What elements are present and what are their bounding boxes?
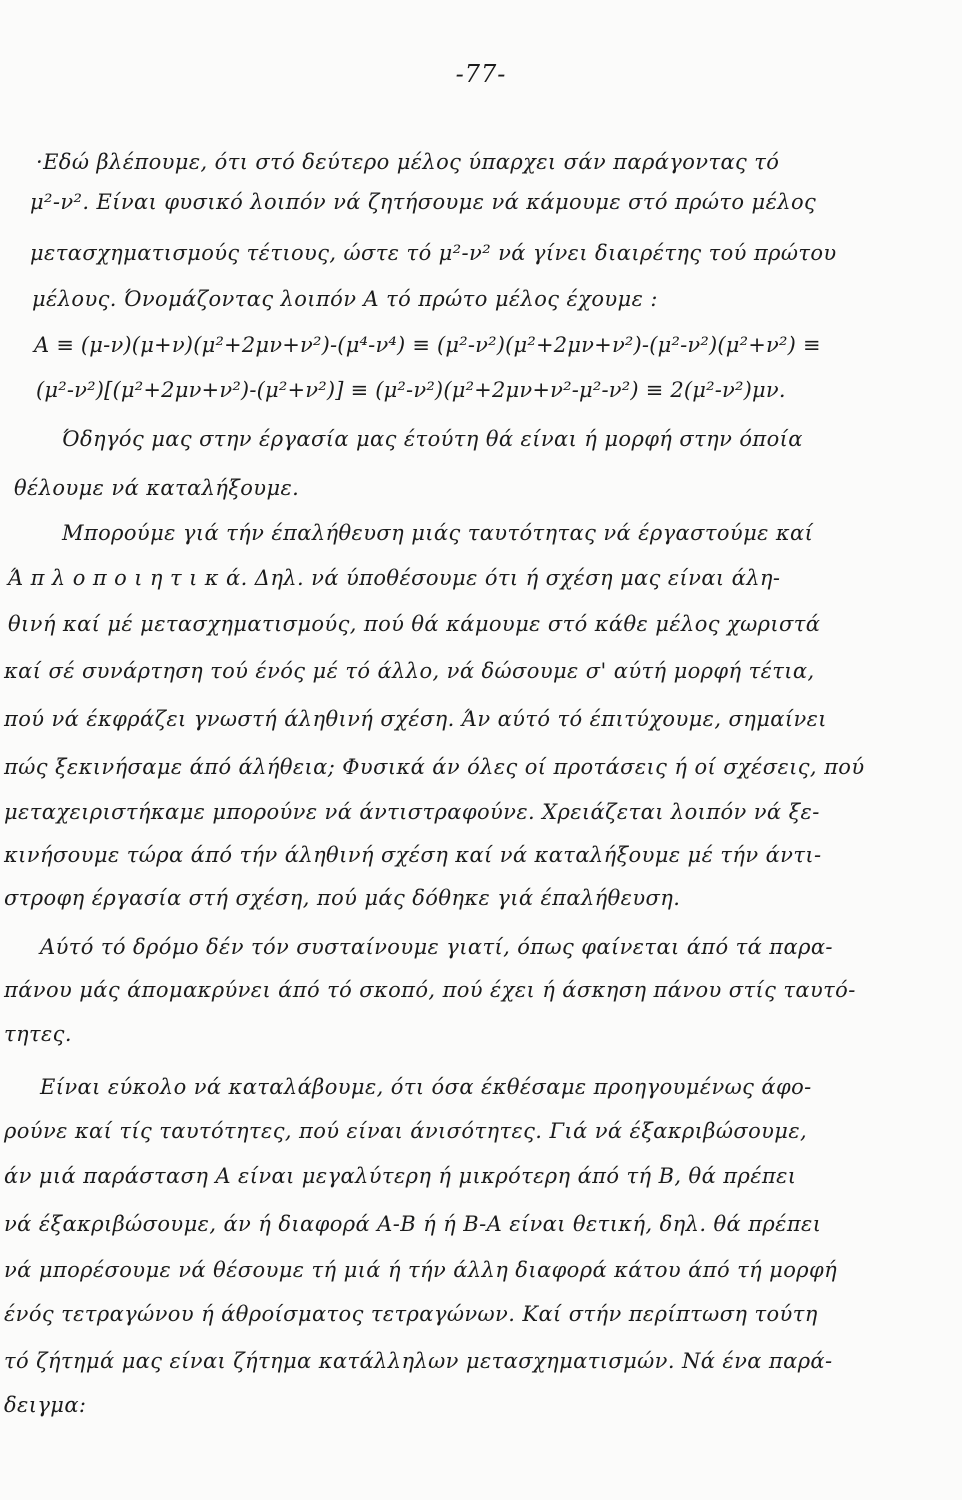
text-line: άν μιά παράσταση Α είναι μεγαλύτερη ή μικρότερη άπό τή Β, θά πρέπει: [4, 1164, 797, 1188]
text-line: Είναι εύκολο νά καταλάβουμε, ότι όσα έκθέσαμε προηγουμένως άφο-: [40, 1075, 812, 1099]
text-line: ρούνε καί τίς ταυτότητες, πού είναι άνισότητες. Γιά νά έξακριβώσουμε,: [4, 1119, 808, 1143]
text-line: πάνου μάς άπομακρύνει άπό τό σκοπό, πού έχει ή άσκηση πάνου στίς ταυτό-: [4, 978, 856, 1002]
text-line: τητες.: [4, 1022, 72, 1046]
text-line: μεταχειριστήκαμε μπορούνε νά άντιστραφούνε. Χρειάζεται λοιπόν νά ξε-: [4, 800, 820, 824]
page-number: -77-: [455, 60, 507, 88]
text-line: μέλους. Όνομάζοντας λοιπόν Α τό πρώτο μέλος έχουμε :: [32, 287, 658, 311]
text-line: ·Εδώ βλέπουμε, ότι στό δεύτερο μέλος ύπαρχει σάν παράγοντας τό: [36, 150, 780, 174]
text-line: Ά π λ ο π ο ι η τ ι κ ά. Δηλ. νά ύποθέσουμε ότι ή σχέση μας είναι άλη-: [8, 566, 781, 590]
text-line: νά έξακριβώσουμε, άν ή διαφορά Α-Β ή ή Β-Α είναι θετική, δηλ. θά πρέπει: [4, 1212, 822, 1236]
text-line: θινή καί μέ μετασχηματισμούς, πού θά κάμουμε στό κάθε μέλος χωριστά: [8, 612, 821, 636]
text-line: στροφη έργασία στή σχέση, πού μάς δόθηκε γιά έπαλήθευση.: [4, 886, 681, 910]
text-line: τό ζήτημά μας είναι ζήτημα κατάλληλων μετασχηματισμών. Νά ένα παρά-: [4, 1349, 833, 1373]
text-line: κινήσουμε τώρα άπό τήν άληθινή σχέση καί νά καταλήξουμε μέ τήν άντι-: [4, 843, 822, 867]
bleed-through-texture: [0, 118, 962, 140]
text-line: πού νά έκφράζει γνωστή άληθινή σχέση. Άν αύτό τό έπιτύχουμε, σημαίνει: [4, 707, 827, 731]
text-line: Αύτό τό δρόμο δέν τόν συσταίνουμε γιατί, όπως φαίνεται άπό τά παρα-: [40, 935, 833, 959]
text-line: θέλουμε νά καταλήξουμε.: [14, 476, 300, 500]
text-line: Μπορούμε γιά τήν έπαλήθευση μιάς ταυτότητας νά έργαστούμε καί: [62, 521, 814, 545]
text-line: νά μπορέσουμε νά θέσουμε τή μιά ή τήν άλλη διαφορά κάτου άπό τή μορφή: [4, 1258, 838, 1282]
text-line: μ²-ν². Είναι φυσικό λοιπόν νά ζητήσουμε νά κάμουμε στό πρώτο μέλος: [30, 190, 817, 214]
text-line: Όδηγός μας στην έργασία μας έτούτη θά είναι ή μορφή στην όποία: [62, 427, 803, 451]
text-line: καί σέ συνάρτηση τού ένός μέ τό άλλο, νά δώσουμε σ' αύτή μορφή τέτια,: [4, 659, 815, 683]
text-line: ένός τετραγώνου ή άθροίσματος τετραγώνων. Καί στήν περίπτωση τούτη: [4, 1302, 818, 1326]
formula-line: Α ≡ (μ-ν)(μ+ν)(μ²+2μν+ν²)-(μ⁴-ν⁴) ≡ (μ²-ν²)(μ²+2μν+ν²)-(μ²-ν²)(μ²+ν²) ≡: [34, 333, 821, 357]
formula-line: (μ²-ν²)[(μ²+2μν+ν²)-(μ²+ν²)] ≡ (μ²-ν²)(μ²+2μν+ν²-μ²-ν²) ≡ 2(μ²-ν²)μν.: [36, 378, 786, 402]
text-line: δειγμα:: [4, 1393, 87, 1417]
text-line: πώς ξεκινήσαμε άπό άλήθεια; Φυσικά άν όλες οί προτάσεις ή οί σχέσεις, πού: [4, 755, 865, 779]
text-line: μετασχηματισμούς τέτιους, ώστε τό μ²-ν² νά γίνει διαιρέτης τού πρώτου: [30, 241, 837, 265]
